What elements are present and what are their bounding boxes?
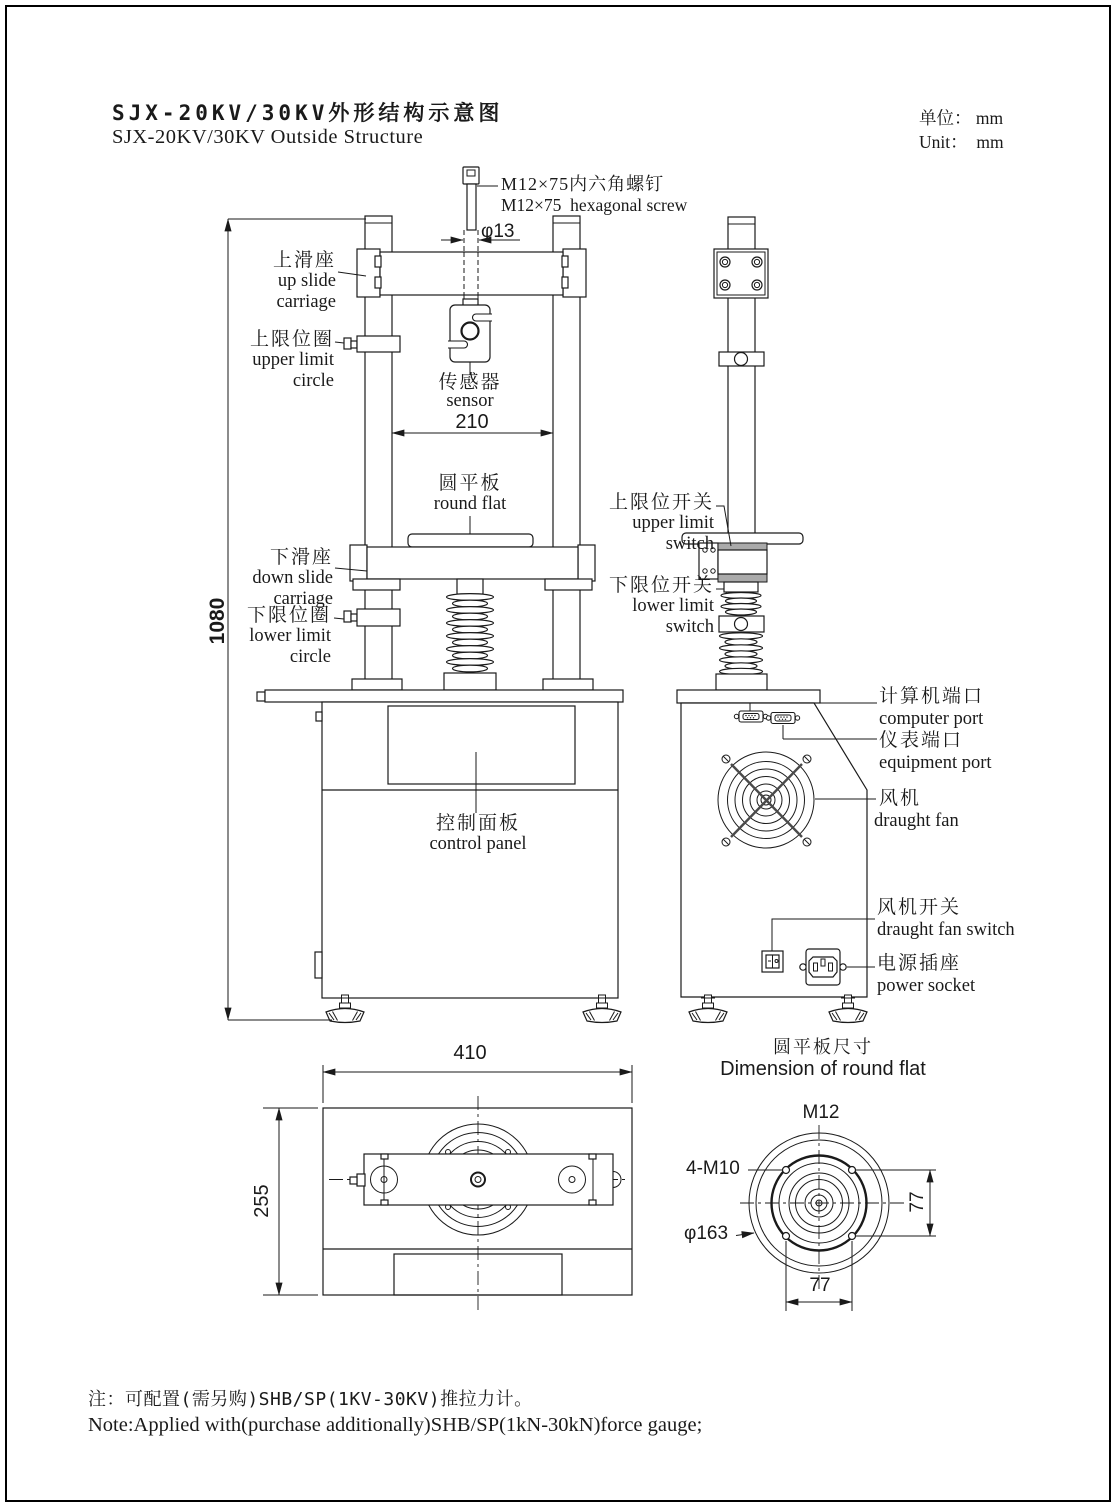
m10-hole [849, 1167, 856, 1174]
upper-limit-switch-label: 上限位开关 upper limit switch [608, 492, 714, 554]
leveling-foot [689, 995, 727, 1023]
side-base-plate [677, 690, 820, 703]
screw-label: M12×75内六角螺钉 M12×75 hexagonal screw [501, 174, 688, 215]
dim-77h-text: 77 [809, 1275, 831, 1296]
m10-hole [783, 1167, 790, 1174]
hexagonal-screw [463, 167, 479, 230]
top-view-beam [350, 1154, 621, 1205]
equipment-port-connector [766, 713, 799, 724]
power-socket-label: 电源插座 power socket [877, 953, 976, 996]
upper-limit-circle [344, 336, 400, 352]
round-flat-dim-title: 圆平板尺寸 Dimension of round flat [720, 1037, 926, 1080]
power-socket [800, 949, 846, 985]
side-bellows [716, 582, 767, 690]
dim-410-text: 410 [453, 1042, 487, 1064]
phi163-text: φ163 [684, 1223, 729, 1244]
base-plate-tab [257, 692, 265, 701]
dim-410 [323, 1065, 632, 1103]
control-panel-window [388, 706, 575, 784]
lower-limit-circle [344, 609, 400, 626]
s-type-sensor [448, 299, 492, 362]
down-slide-label: 下滑座 down slide carriage [252, 547, 333, 609]
dim-1080-text: 1080 [206, 597, 229, 645]
page-title: SJX-20KV/30KV外形结构示意图 SJX-20KV/30KV Outside Structure [112, 101, 504, 148]
leveling-foot [583, 995, 621, 1023]
m12-text: M12 [802, 1102, 840, 1123]
down-slide-carriage [350, 545, 595, 581]
up-slide-label: 上滑座 up slide carriage [272, 250, 336, 312]
m10-text: 4-M10 [686, 1158, 740, 1179]
hinge [316, 712, 322, 721]
computer-port-label: 计算机端口 computer port [879, 686, 985, 729]
side-collar [719, 352, 764, 366]
equipment-port-label: 仪表端口 equipment port [879, 730, 992, 773]
footnote: 注：可配置(需另购)SHB/SP(1KV-30KV)推拉力计。 Note:Applied with(purchase additionally)SHB/SP(1kN-30kN)force gauge; [88, 1389, 703, 1436]
m10-hole [783, 1233, 790, 1240]
draught-fan-label: 风机 draught fan [874, 788, 959, 831]
round-flat-label: 圆平板 round flat [433, 473, 507, 514]
phi163-leader [736, 1233, 754, 1236]
fan-switch [762, 951, 783, 972]
lower-limit-switch-label: 下限位开关 lower limit switch [608, 575, 714, 637]
door-handle [315, 952, 322, 978]
upper-circle-leader [335, 342, 344, 343]
up-slide-carriage [357, 249, 586, 297]
leveling-foot [326, 995, 364, 1023]
screw-bellows [444, 579, 496, 690]
lower-limit-circle-label: 下限位圈 lower limit circle [246, 605, 331, 667]
control-panel-label: 控制面板 control panel [429, 813, 527, 854]
upper-limit-circle-label: 上限位圈 upper limit circle [249, 329, 334, 391]
round-flat-plate [408, 534, 533, 547]
fan-switch-label: 风机开关 draught fan switch [877, 897, 1015, 940]
lower-circle-leader [334, 618, 344, 619]
dim-210-text: 210 [455, 411, 489, 433]
dim-phi13-text: φ13 [481, 221, 515, 242]
computer-port-connector [734, 711, 767, 722]
base-plate [265, 690, 623, 702]
dim-255-text: 255 [251, 1184, 273, 1218]
leveling-foot [829, 995, 867, 1023]
dim-77v-text: 77 [907, 1191, 928, 1213]
m10-hole [849, 1233, 856, 1240]
sensor-label: 传感器 sensor [438, 372, 502, 411]
unit-note: 单位： mm Unit： mm [919, 108, 1004, 152]
side-top-plate [714, 249, 768, 298]
top-view-drawing [263, 1065, 632, 1313]
